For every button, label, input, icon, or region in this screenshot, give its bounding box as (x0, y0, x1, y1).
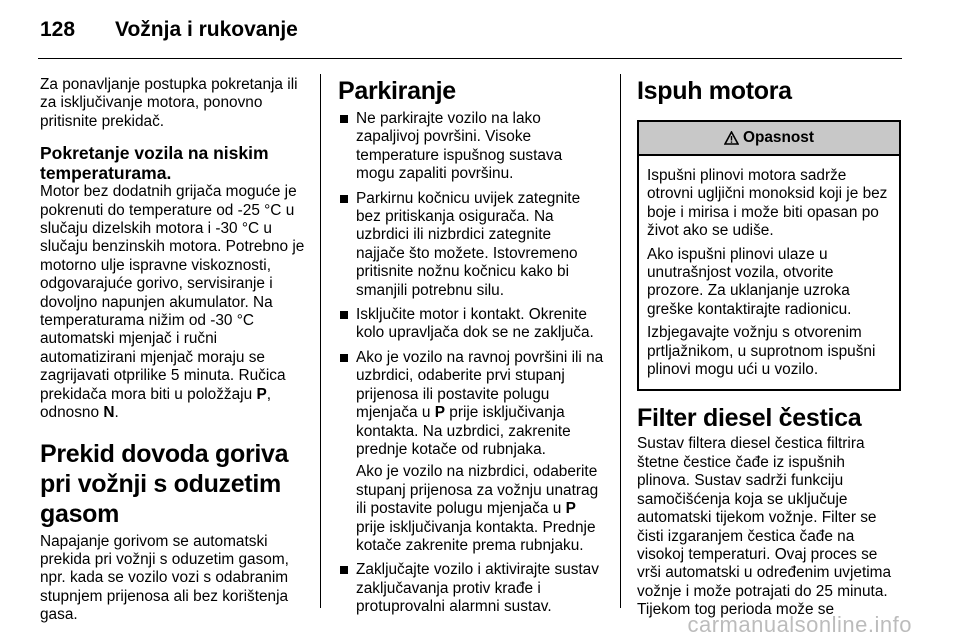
list-item: Ako je vozilo na ravnoj površini ili na uzbrdici, odaberite prvi stupanj prijenosa ili postavite polugu mjenjača u P prije isključivanja kontakta. Na uzbrdici, zakrenite prednje kotače od rubnjaka. (338, 349, 604, 459)
column-right (637, 76, 901, 620)
particle-filter-paragraph: Sustav filtera diesel čestica filtrira štetne čestice čađe iz ispušnih plinova. Sustav sadrži funkciju samočišćenja koja se uključuje automatski tijekom vožnje. Filter se čisti izgaranjem čestica čađe na visokoj temperaturi. Ovaj proces se vrši automatski u određenim uvjetima vožnje i može potrajati do 25 minuta. Tijekom tog perioda može se (637, 435, 892, 619)
cold-start-paragraph: Motor bez dodatnih grijača moguće je pokrenuti do temperature od -25 °C u slučaju dizelskih motora i -30 °C u slučaju benzinskih motora. Potrebno je motorno ulje ispravne viskoznosti, odgovarajuće gorivo, servisiranje i dovoljno napunjen akumulator. Na temperaturama nižim od -30 °C automatski mjenjač i ručni automatizirani mjenjač moraju se zagrijavati otprilike 5 minuta. Ručica prekidača mora biti u položžaju P, odnosno N. (40, 183, 305, 422)
danger-title: Opasnost (743, 128, 814, 146)
danger-box-header (639, 122, 899, 156)
chapter-title: Vožnja i rukovanje (115, 18, 298, 41)
danger-paragraph: Izbjegavajte vožnju s otvorenim prtljažnikom, u suprotnom ispušni plinovi mogu ući u vozilo. (647, 324, 876, 379)
fuel-cutoff-heading: Prekid dovoda goriva pri vožnji s oduzetim gasom (40, 439, 289, 528)
danger-box (637, 120, 901, 391)
list-item: Parkirnu kočnicu uvijek zategnite bez pritiskanja osigurača. Na uzbrdici ili nizbrdici zategnite najjače što možete. Istovremeno pritisnite nožnu kočnicu kako bi smanjili potrebnu silu. (338, 190, 604, 300)
cold-start-heading: Pokretanje vozila na niskim temperaturama. (40, 143, 269, 184)
fuel-cutoff-paragraph: Napajanje gorivom se automatski prekida pri vožnji s oduzetim gasom, npr. kada se vozilo vozi s odabranim stupnjem prijenosa ali bez korištenja gasa. (40, 532, 289, 624)
list-item: Ne parkirajte vozilo na lako zapaljivoj površini. Visoke temperature ispušnog sustava mogu zapaliti površinu. (338, 110, 604, 184)
danger-paragraph: Ispušni plinovi motora sadrže otrovni ugljični monoksid koji je bez boje i mirisa i može biti opasan po život ako se udiše. (647, 167, 888, 240)
page-number: 128 (40, 18, 76, 41)
column-divider (620, 74, 621, 608)
intro-paragraph: Za ponavljanje postupka pokretanja ili za isključivanje motora, ponovno pritisnite prekidač. (40, 76, 298, 130)
parking-list (338, 110, 604, 617)
column-left (40, 76, 308, 625)
header-rule (38, 58, 902, 59)
list-item: Isključite motor i kontakt. Okrenite kolo upravljača dok se ne zaključa. (338, 306, 604, 343)
list-item: Zaključajte vozilo i aktivirajte sustav zaključavanja protiv krađe i protuprovalni alarmni sustav. (338, 561, 604, 616)
column-divider (320, 74, 321, 608)
danger-paragraph: Ako ispušni plinovi ulaze u unutrašnjost vozila, otvorite prozore. Za uklanjanje uzroka greške kontaktirajte radionicu. (647, 245, 852, 318)
exhaust-heading: Ispuh motora (637, 77, 792, 105)
column-middle (338, 76, 604, 623)
particle-filter-heading: Filter diesel čestica (637, 404, 862, 433)
watermark: carmanualsonline.info (687, 612, 912, 637)
page-header (40, 18, 298, 48)
parking-heading: Parkiranje (338, 77, 456, 105)
danger-box-body (639, 156, 899, 389)
list-sub-paragraph: Ako je vozilo na nizbrdici, odaberite stupanj prijenosa za vožnju unatrag ili postavite polugu mjenjača u P prije isključivanja kontakta. Prednje kotače zakrenite prema rubnjaku. (356, 463, 599, 554)
warning-triangle-icon (724, 131, 739, 145)
